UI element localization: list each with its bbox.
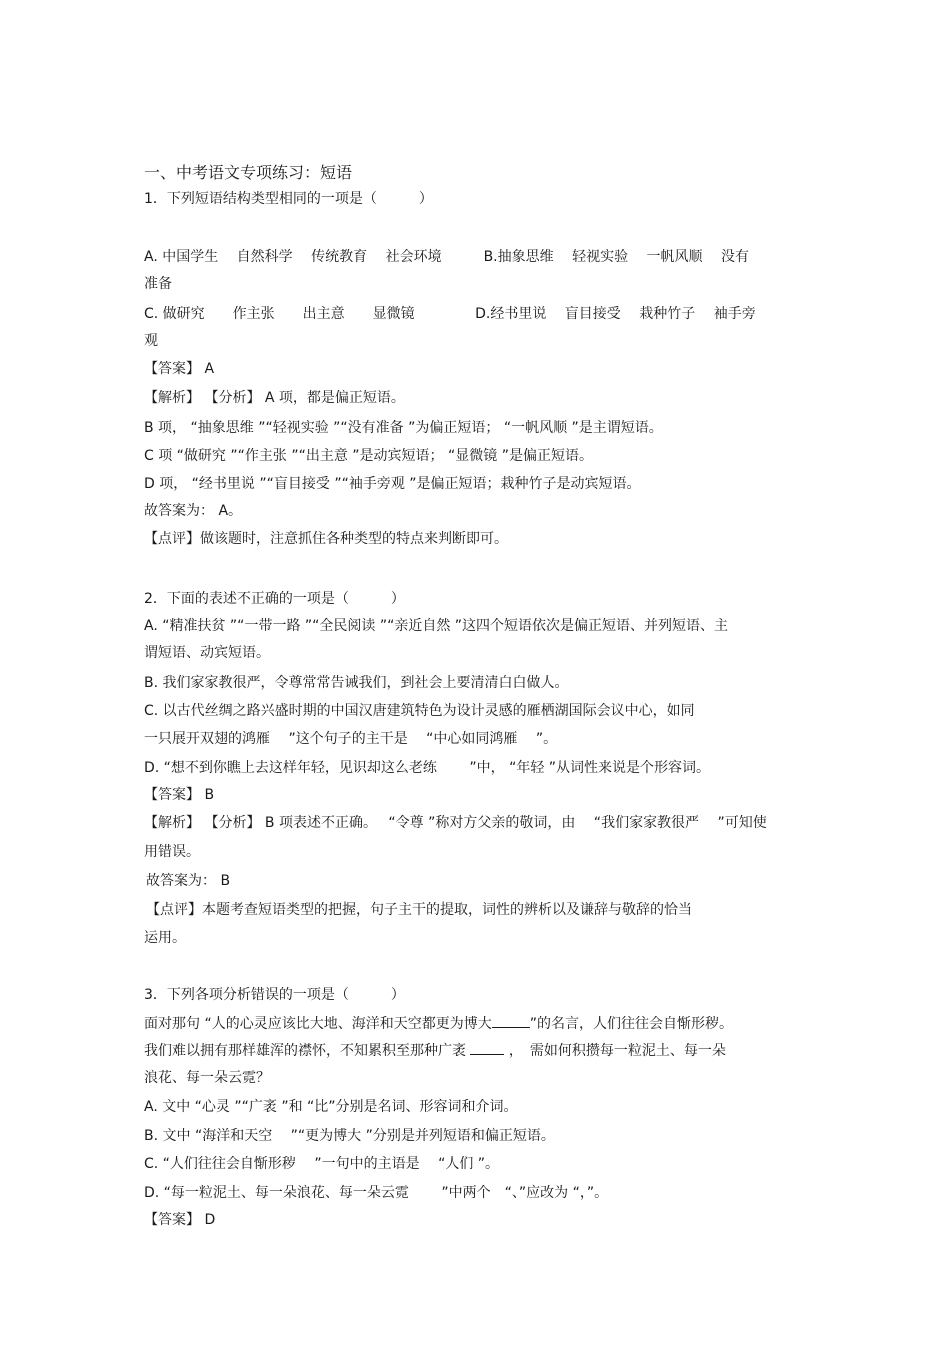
q1-analysis-b: B 项， “抽象思维 ”“轻视实验 ”“没有准备 ”为偏正短语； “一帆风顺 ”是主谓短语。 bbox=[144, 420, 663, 436]
q1-option-d-cont: 观 bbox=[144, 333, 158, 349]
q3-option-d: D. “每一粒泥土、每一朵浪花、每一朵云霓 ”中两个 “、”应改为 “，”。 bbox=[144, 1185, 609, 1201]
q1-options-cd: C. 做研究 作主张 出主意 显微镜 D.经书里说 盲目接受 栽种竹子 袖手旁 bbox=[144, 306, 756, 322]
q2-option-c-2: 一只展开双翅的鸿雁 ”这个句子的主干是 “中心如同鸿雁 ”。 bbox=[144, 731, 558, 747]
q2-option-a-2: 谓短语、动宾短语。 bbox=[144, 645, 270, 661]
q2-option-a-1: A. “精准扶贫 ”“一带一路 ”“全民阅读 ”“亲近自然 ”这四个短语依次是偏正短语、并列短语、主 bbox=[144, 618, 729, 634]
q3-passage-line-1 bbox=[144, 1013, 733, 1034]
doc-title: 一、中考语文专项练习：短语 bbox=[144, 163, 353, 182]
q2-answer: 【答案】 B bbox=[144, 787, 215, 803]
q2-stem: 2．下面的表述不正确的一项是（ ） bbox=[144, 591, 405, 607]
q1-answer: 【答案】 A bbox=[144, 361, 215, 377]
q2-option-c-1: C. 以古代丝绸之路兴盛时期的中国汉唐建筑特色为设计灵感的雁栖湖国际会议中心，如同 bbox=[144, 703, 695, 719]
q1-comment: 【点评】做该题时，注意抓住各种类型的特点来判断即可。 bbox=[144, 531, 508, 547]
q3-answer: 【答案】 D bbox=[144, 1212, 216, 1228]
blank-underline bbox=[492, 1013, 530, 1028]
q1-conclusion: 故答案为： A。 bbox=[144, 503, 243, 519]
q1-option-b-cont: 准备 bbox=[144, 276, 172, 292]
q1-stem: 1．下列短语结构类型相同的一项是（ ） bbox=[144, 191, 433, 207]
q1-analysis: 【解析】 【分析】 A 项，都是偏正短语。 bbox=[144, 390, 405, 406]
q1-options-ab: A. 中国学生 自然科学 传统教育 社会环境 B.抽象思维 轻视实验 一帆风顺 没有 bbox=[144, 249, 749, 265]
q3-passage-line-3: 浪花、每一朵云霓？ bbox=[144, 1070, 270, 1086]
q2-analysis-2: 用错误。 bbox=[144, 844, 200, 860]
q3-option-a: A. 文中 “心灵 ”“广袤 ”和 “比”分别是名词、形容词和介词。 bbox=[144, 1099, 518, 1115]
q2-option-d: D. “想不到你瞧上去这样年轻，见识却这么老练 ”中， “年轻 ”从词性来说是个形容词。 bbox=[144, 760, 711, 776]
blank-underline bbox=[470, 1040, 504, 1055]
q2-comment-2: 运用。 bbox=[144, 930, 186, 946]
q3-stem: 3．下列各项分析错误的一项是（ ） bbox=[144, 987, 405, 1003]
q1-analysis-d: D 项， “经书里说 ”“盲目接受 ”“袖手旁观 ”是偏正短语；栽种竹子是动宾短语。 bbox=[144, 476, 641, 492]
q3-passage-2a: 我们难以拥有那样雄浑的襟怀，不知累积至那种广袤 bbox=[144, 1043, 466, 1059]
q2-option-b: B. 我们家家教很严，令尊常常告诫我们，到社会上要清清白白做人。 bbox=[144, 675, 569, 691]
q3-option-b: B. 文中 “海洋和天空 ”“更为博大 ”分别是并列短语和偏正短语。 bbox=[144, 1128, 555, 1144]
q2-comment-1: 【点评】本题考查短语类型的把握，句子主干的提取，词性的辨析以及谦辞与敬辞的恰当 bbox=[146, 902, 692, 918]
q2-conclusion: 故答案为： B bbox=[146, 873, 231, 889]
q3-passage-1a: 面对那句 “人的心灵应该比大地、海洋和天空都更为博大 bbox=[144, 1016, 492, 1032]
q1-analysis-c: C 项 “做研究 ”“作主张 ”“出主意 ”是动宾短语； “显微镜 ”是偏正短语。 bbox=[144, 448, 593, 464]
q2-analysis-1: 【解析】 【分析】 B 项表述不正确。 “令尊 ”称对方父亲的敬词，由 “我们家家教很严 ”可知使 bbox=[144, 815, 767, 831]
q3-passage-line-2 bbox=[144, 1040, 726, 1061]
q3-passage-1b: ”的名言，人们往往会自惭形秽。 bbox=[529, 1016, 733, 1032]
q3-option-c: C. “人们往往会自惭形秽 ”一句中的主语是 “人们 ”。 bbox=[144, 1156, 500, 1172]
q3-passage-2b: ， 需如何积攒每一粒泥土、每一朵 bbox=[508, 1043, 726, 1059]
